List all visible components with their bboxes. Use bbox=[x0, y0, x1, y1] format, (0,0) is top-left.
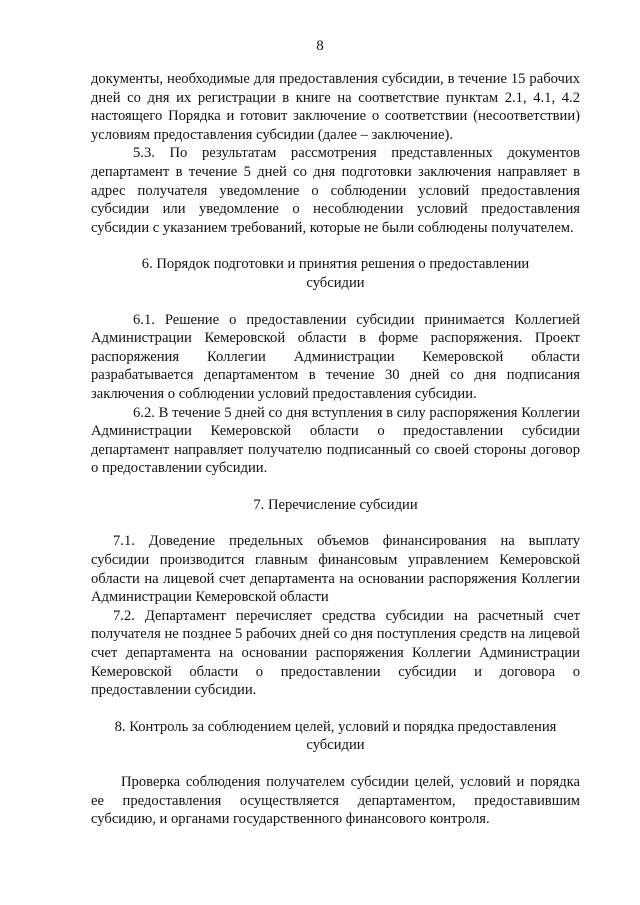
document-body bbox=[91, 70, 580, 829]
section-6-heading-line2: субсидии bbox=[306, 274, 365, 291]
paragraph-continuation: документы, необходимые для предоставления субсидии, в течение 15 рабочих дней со дня их регистрации в книге на соответствие пунктам 2.1, 4.1, 4.2 настоящего Порядка и готовит заключение о соответствии (несоответствии) условиям предоставления субсидии (далее – заключение). bbox=[91, 71, 580, 143]
paragraph-7-2: 7.2. Департамент перечисляет средства субсидии на расчетный счет получателя не позднее 5 рабочих дней со дня поступления средств на лицевой счет департамента на основании распоряжения Коллегии Администрации Кемеровской области о предоставлении субсидии и договора о предоставлении субсидии. bbox=[91, 607, 580, 699]
paragraph-7-1: 7.1. Доведение предельных объемов финансирования на выплату субсидии производится главным финансовым управлением Кемеровской области на лицевой счет департамента на основании распоряжения Коллегии Администрации Кемеровской области bbox=[91, 533, 580, 606]
section-7-heading: 7. Перечисление субсидии bbox=[253, 496, 418, 513]
paragraph-6-2: 6.2. В течение 5 дней со дня вступления в силу распоряжения Коллегии Администрации Кемеровской области о предоставлении субсидии департамент направляет получателю подписанный со своей стороны договор о предоставлении субсидии. bbox=[91, 404, 580, 477]
section-6-heading-line1: 6. Порядок подготовки и принятия решения о предоставлении bbox=[141, 256, 530, 273]
section-8-heading bbox=[91, 718, 580, 755]
paragraph-5-3: 5.3. По результатам рассмотрения представленных документов департамент в течение 5 дней со дня подготовки заключения направляет в адрес получателя уведомление о соблюдении условий предоставления субсидии или уведомление о несоблюдении условий предоставления субсидии с указанием требований, которые не были соблюдены получателем. bbox=[91, 145, 580, 236]
paragraph-6-1: 6.1. Решение о предоставлении субсидии принимается Коллегией Администрации Кемеровской области в форме распоряжения. Проект распоряжения Коллегии Администрации Кемеровской области разрабатывается департаментом в течение 30 дней со дня подписания заключения о соблюдении условий предоставления субсидии. bbox=[91, 311, 580, 402]
section-8-heading-line1: 8. Контроль за соблюдением целей, условий и порядка предоставления bbox=[114, 718, 557, 735]
section-6-heading bbox=[91, 255, 580, 292]
page-number: 8 bbox=[316, 38, 324, 54]
section-8-heading-line2: субсидии bbox=[306, 737, 365, 754]
paragraph-8-1: Проверка соблюдения получателем субсидии целей, условий и порядка ее предоставления осуществляется департаментом, предоставившим субсидию, и органами государственного финансового контроля. bbox=[91, 774, 580, 828]
